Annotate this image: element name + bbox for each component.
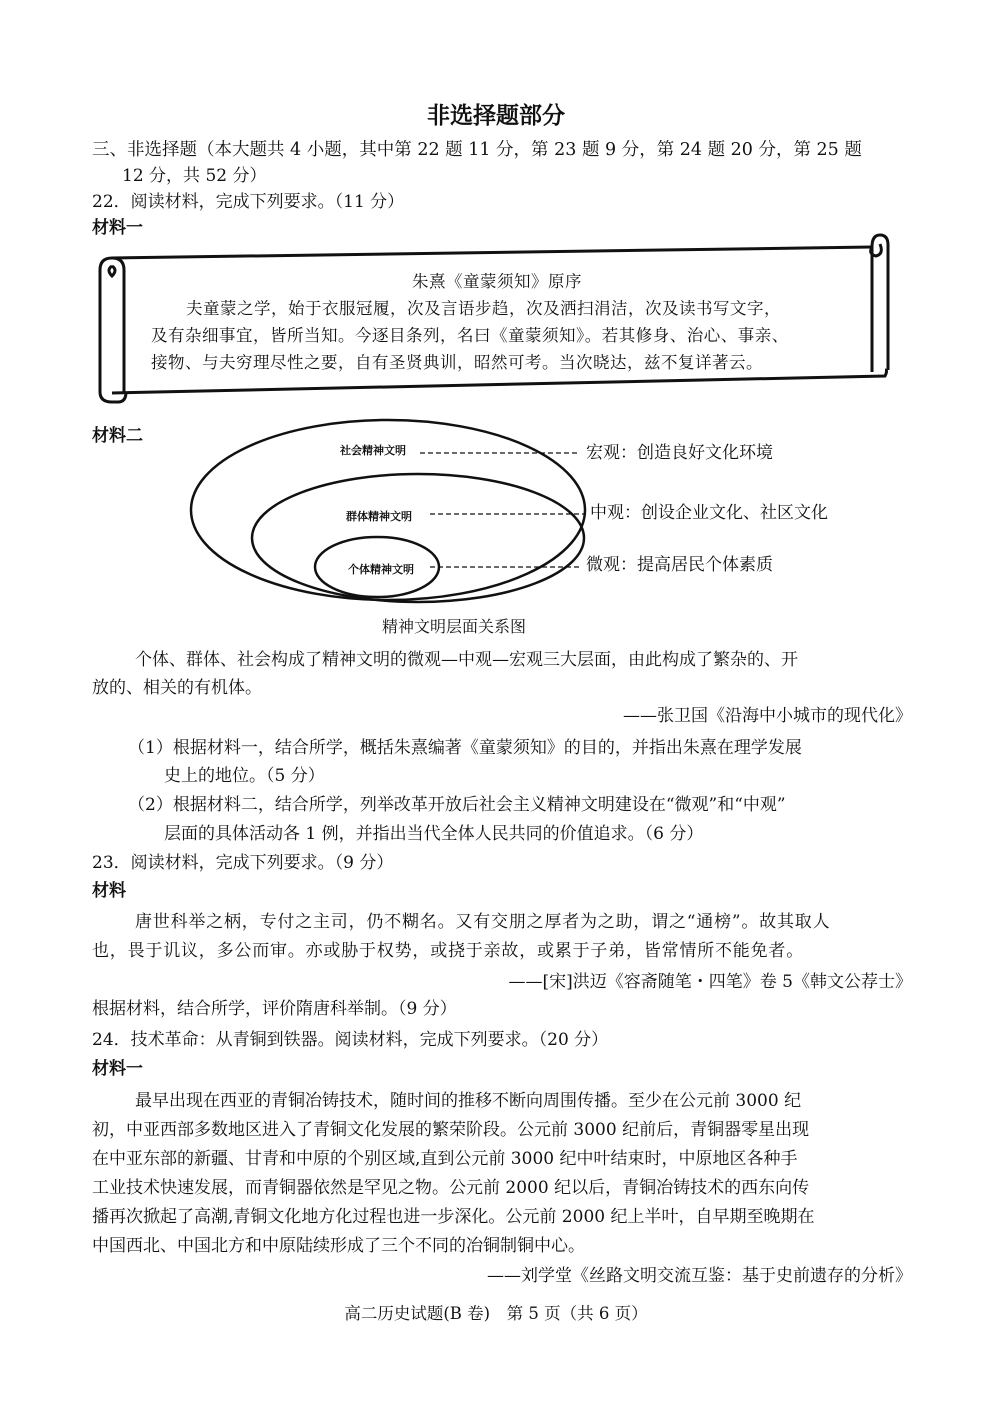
q23-source: ——[宋]洪迈《容斋随笔・四笔》卷 5《韩文公荐士》	[508, 972, 912, 992]
diagram-label-group: 群体精神文明	[346, 510, 412, 523]
q24-paragraph-line4: 工业技术快速发展，而青铜器依然是罕见之物。公元前 2000 纪以后，青铜冶铸技术的西东向传	[92, 1178, 810, 1198]
q24-paragraph-line3: 在中亚东部的新疆、甘青和中原的个别区域,直到公元前 3000 纪中叶结束时，中原地区各种手	[92, 1149, 798, 1169]
q22-sub2-line1: （2）根据材料二，结合所学，列举改革开放后社会主义精神文明建设在“微观”和“中观”	[128, 795, 786, 815]
q22-sub1-line2: 史上的地位。（5 分）	[164, 766, 325, 786]
q23-question: 根据材料，结合所学，评价隋唐科举制。（9 分）	[92, 999, 457, 1019]
section-heading-line1: 三、非选择题（本大题共 4 小题，其中第 22 题 11 分，第 23 题 9 分，第 24 题 20 分，第 25 题	[92, 140, 862, 160]
scroll-line-1: 夫童蒙之学，始于衣服冠履，次及言语步趋，次及洒扫涓洁，次及读书写文字，	[186, 299, 781, 318]
q22-material2-label: 材料二	[92, 426, 143, 446]
scroll-title: 朱熹《童蒙须知》原序	[412, 272, 582, 291]
q23-paragraph-line2: 也，畏于讥议，多公而审。亦或胁于权势，或挠于亲故，或累于子弟，皆常情所不能免者。	[92, 941, 804, 961]
q22-source: ——张卫国《沿海中小城市的现代化》	[623, 706, 912, 726]
q22-sub1-line1: （1）根据材料一，结合所学，概括朱熹编著《童蒙须知》的目的，并指出朱熹在理学发展	[128, 738, 802, 758]
scroll-line-2: 及有杂细事宜，皆所当知。今逐目条列，名曰《童蒙须知》。若其修身、治心、事亲、	[151, 326, 789, 345]
q23-material-label: 材料	[92, 881, 126, 901]
q24-paragraph-line5: 播再次掀起了高潮,青铜文化地方化过程也进一步深化。公元前 2000 纪上半叶，自早期至晚期在	[92, 1207, 815, 1227]
section-heading-line2: 12 分，共 52 分）	[122, 166, 267, 186]
q22-paragraph-line1: 个体、群体、社会构成了精神文明的微观—中观—宏观三大层面，由此构成了繁杂的、开	[135, 650, 798, 670]
q24-stem: 24．技术革命：从青铜到铁器。阅读材料，完成下列要求。（20 分）	[92, 1030, 609, 1050]
diagram-caption: 精神文明层面关系图	[382, 617, 527, 636]
q22-material1-label: 材料一	[92, 218, 143, 238]
page-title: 非选择题部分	[427, 103, 565, 129]
q24-material1-label: 材料一	[92, 1059, 143, 1079]
diagram-macro-text: 宏观：创造良好文化环境	[586, 443, 773, 463]
diagram-label-individual: 个体精神文明	[348, 563, 414, 576]
q22-sub2-line2: 层面的具体活动各 1 例，并指出当代全体人民共同的价值追求。（6 分）	[164, 824, 704, 844]
diagram-label-society: 社会精神文明	[340, 444, 406, 457]
q22-stem: 22．阅读材料，完成下列要求。（11 分）	[92, 192, 405, 212]
q23-paragraph-line1: 唐世科举之柄，专付之主司，仍不糊名。又有交朋之厚者为之助，谓之“通榜”。故其取人	[135, 912, 831, 932]
page-footer: 高二历史试题(B 卷) 第 5 页（共 6 页）	[344, 1304, 648, 1323]
q23-stem: 23．阅读材料，完成下列要求。（9 分）	[92, 853, 394, 873]
q24-source: ——刘学堂《丝路文明交流互鉴：基于史前遗存的分析》	[487, 1266, 912, 1286]
q24-paragraph-line2: 初，中亚西部多数地区进入了青铜文化发展的繁荣阶段。公元前 3000 纪前后，青铜器零星出现	[92, 1120, 810, 1140]
q24-paragraph-line1: 最早出现在西亚的青铜冶铸技术，随时间的推移不断向周围传播。至少在公元前 3000 纪	[135, 1091, 802, 1111]
diagram-meso-text: 中观：创设企业文化、社区文化	[590, 503, 828, 523]
q22-paragraph-line2: 放的、相关的有机体。	[92, 678, 262, 698]
q24-paragraph-line6: 中国西北、中国北方和中原陆续形成了三个不同的冶铜制铜中心。	[92, 1236, 585, 1256]
scroll-line-3: 接物、与夫穷理尽性之要，自有圣贤典训，昭然可考。当次晓达，兹不复详著云。	[151, 353, 763, 372]
diagram-micro-text: 微观：提高居民个体素质	[586, 555, 773, 575]
